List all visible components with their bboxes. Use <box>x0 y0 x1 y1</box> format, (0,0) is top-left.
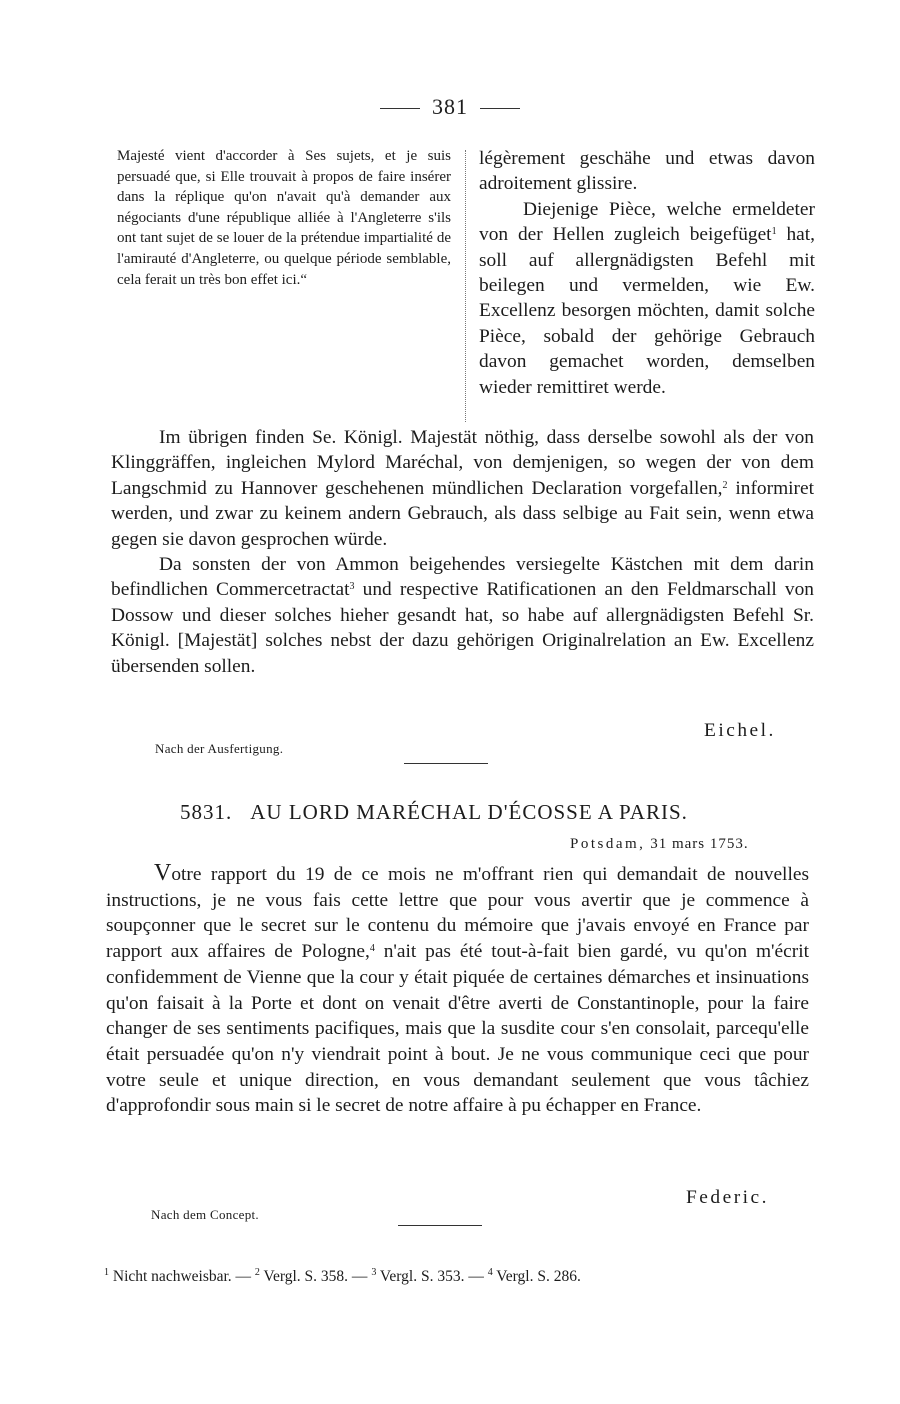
letter-place: Potsdam, <box>570 836 646 852</box>
signature-federic: Federic. <box>686 1187 769 1208</box>
letter-text-a: otre rapport du 19 de ce mois ne m'offrant rien qui demandait de nouvelles instructions, je ne vous fais cette lettre que pour vous avertir que je commence à soupçonner que le secret sur le contenu du mémoire que j'avais envoyé en France par rapport aux affaires de Pologne, <box>106 864 809 963</box>
letter-body <box>106 861 809 1119</box>
body-paragraph-2-text-a: Da sonsten der von Ammon beigehendes versiegelte Kästchen mit dem darin befindlichen Commercetractat <box>111 554 814 601</box>
footnote-ref-4: 4 <box>369 943 375 955</box>
letter-title: AU LORD MARÉCHAL D'ÉCOSSE A PARIS. <box>250 800 688 824</box>
footnote-4 <box>488 1268 581 1285</box>
letter-date: 31 mars 1753. <box>650 836 749 852</box>
right-column-text-b: hat, soll auf allergnädigsten Befehl mit beilegen und vermelden, wie Ew. Excellenz besorgen möchten, damit solche Pièce, sobald der gehörige Gebrauch davon gemachet worden, demselben wieder remittiret werde. <box>479 224 815 398</box>
footnote-2-text: Vergl. S. 358. — <box>259 1268 372 1285</box>
letter-initial: V <box>154 860 172 886</box>
body-paragraph-1 <box>111 425 814 552</box>
letter-place-date <box>570 836 749 853</box>
page-number <box>0 94 900 120</box>
right-column-paragraph-2 <box>479 197 815 400</box>
footnote-ref-3: 3 <box>349 581 355 593</box>
main-text-body <box>111 425 814 679</box>
right-column <box>479 146 815 400</box>
source-note-2: Nach dem Concept. <box>151 1207 259 1222</box>
footnote-ref-2: 2 <box>722 479 728 491</box>
footnote-4-text: Vergl. S. 286. <box>492 1268 581 1285</box>
footnote-3 <box>371 1268 487 1285</box>
footnote-3-text: Vergl. S. 353. — <box>376 1268 488 1285</box>
letter-paragraph <box>106 861 809 1119</box>
footnote-3-mark: 3 <box>371 1267 377 1278</box>
source-note-1: Nach der Ausfertigung. <box>155 741 284 756</box>
body-paragraph-2-text-b: und respective Ratificationen an den Feldmarschall von Dossow und dieser solches hieher gesandt hat, so habe auf allergnädigsten Befehl Sr. Königl. [Majestät] solches nebst der dazu gehörigen Originalrelation an Ew. Excellenz übersenden sollen. <box>111 579 814 677</box>
footnote-4-mark: 4 <box>487 1267 493 1278</box>
footnote-1-mark: 1 <box>104 1267 109 1278</box>
letter-text-b: n'ait pas été tout-à-fait bien gardé, vu qu'on m'écrit confidemment de Vienne que la cour y était piquée de certaines démarches et insinuations qu'on faisait à la Porte et dont on venait d'être averti de Constantinople, pour la faire changer de ses sentiments pacifiques, mais que la susdite cour s'en consolait, parcequ'elle était persuadée qu'on n'y viendrait point à bout. Je ne vous communique ceci que pour votre seule et unique direction, en vous demandant seulement que vous tâchiez d'approfondir sous main si le secret de notre affaire à pu échapper en France. <box>106 941 809 1117</box>
footnote-ref-1: 1 <box>771 226 777 238</box>
page-number-text: 381 <box>432 94 468 119</box>
footnotes <box>104 1267 809 1287</box>
body-paragraph-1-text-a: Im übrigen finden Se. Königl. Majestät nöthig, dass derselbe sowohl als der von Klinggräffen, ingleichen Mylord Maréchal, von demjenigen, so wegen der von dem Langschmid zu Hannover geschehenen mündlichen Declaration vorgefallen, <box>111 427 814 499</box>
section-rule-1 <box>404 763 488 764</box>
left-column-quote: Majesté vient d'accorder à Ses sujets, et je suis persuadé que, si Elle trouvait à propos de faire insérer dans la réplique qu'on n'avait qu'à demander aux négociants d'une république alliée à l'Angleterre s'ils ont tant sujet de se louer de la prétendue impartialité de l'amirauté d'Angleterre, ou quelque période semblable, cela ferait un très bon effet ici.“ <box>117 148 451 288</box>
letter-heading <box>180 800 800 825</box>
right-column-text-a: Diejenige Pièce, welche ermeldeter von der Hellen zugleich beigefüget <box>479 198 815 246</box>
footnote-1-text: Nicht nachweisbar. — <box>109 1268 255 1285</box>
footnote-2 <box>255 1268 371 1285</box>
right-column-paragraph-1: légèrement geschähe und etwas davon adroitement glissire. <box>479 148 815 195</box>
page-number-dash-right <box>480 108 520 109</box>
footnote-1 <box>104 1268 255 1285</box>
body-paragraph-1-text-b: informiret werden, und zwar zu keinem andern Gebrauch, als dass selbige au Fait sein, wenn etwa gegen sie davon gesprochen würde. <box>111 477 814 550</box>
page-number-dash-left <box>380 108 420 109</box>
section-rule-2 <box>398 1225 482 1226</box>
signature-eichel: Eichel. <box>704 720 776 741</box>
body-paragraph-2 <box>111 552 814 679</box>
column-divider <box>465 150 466 422</box>
letter-number: 5831. <box>180 800 233 824</box>
footnote-2-mark: 2 <box>254 1267 260 1278</box>
